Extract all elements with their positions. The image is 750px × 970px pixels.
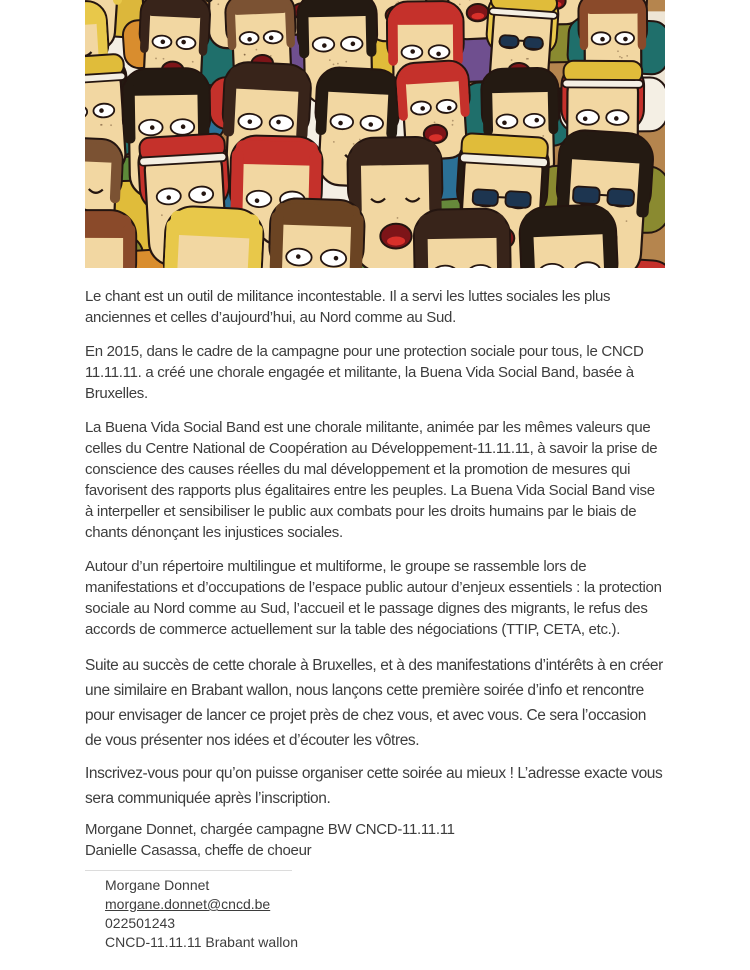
email-link[interactable]: morgane.donnet@cncd.be — [105, 896, 271, 912]
paragraph-values: La Buena Vida Social Band est une chorale militante, animée par les mêmes valeurs que celles du Centre National de Coopération au Développement-11.11.11, à savoir la prise de conscience des causes réelles du mal développement et la promotion de mesures qui favorisent des rapports plus égalitaires entre les peuples. La Buena Vida Social Band vise à interpeller et sensibiliser le public aux combats pour les droits humains par le biais de chants dénonçant les injustices sociales. — [85, 419, 658, 541]
paragraph-intro: Le chant est un outil de militance incontestable. Il a servi les luttes sociales les plus anciennes et celles d’aujourd’hui, au Nord comme au Sud. — [85, 288, 611, 326]
paragraph-history: En 2015, dans le cadre de la campagne pour une protection sociale pour tous, le CNCD 11.11.11. a créé une chorale engagée et militante, la Buena Vida Social Band, basée à Bruxelles. — [85, 343, 644, 402]
content-column — [85, 0, 665, 951]
paragraph-signup: Inscrivez-vous pour qu’on puisse organiser cette soirée au mieux ! L’adresse exacte vous sera communiquée après l’inscription. — [85, 765, 663, 807]
signature-name: Morgane Donnet — [105, 877, 210, 893]
signature-lines — [85, 876, 665, 951]
article-body — [85, 268, 665, 951]
signature-phone: 022501243 — [105, 915, 176, 931]
signature-divider — [85, 870, 292, 871]
credits-line-choir: Danielle Casassa, cheffe de choeur — [85, 842, 312, 859]
signature-org: CNCD-11.11.11 Brabant wallon — [105, 934, 298, 950]
paragraph-repertoire: Autour d’un répertoire multilingue et multiforme, le groupe se rassemble lors de manifestations et d’occupations de l’espace public autour d’enjeux essentiels : la protection sociale au Nord comme au Sud, l’accueil et le passage dignes des migrants, le refus des accords de commerce actuellement sur la table des négociations (TTIP, CETA, etc.). — [85, 558, 662, 638]
credits — [85, 819, 665, 861]
email-signature — [85, 870, 665, 951]
paragraph-project: Suite au succès de cette chorale à Bruxelles, et à des manifestations d’intérêts à en créer une similaire en Brabant wallon, nous lançons cette première soirée d’info et rencontre pour envisager de lancer ce projet près de chez vous, et avec vous. Ce sera l’occasion de vous présenter nos idées et d’écouter les vôtres. — [85, 657, 663, 749]
credits-line-campaign: Morgane Donnet, chargée campagne BW CNCD-11.11.11 — [85, 821, 455, 838]
singing-crowd-illustration — [85, 0, 665, 268]
